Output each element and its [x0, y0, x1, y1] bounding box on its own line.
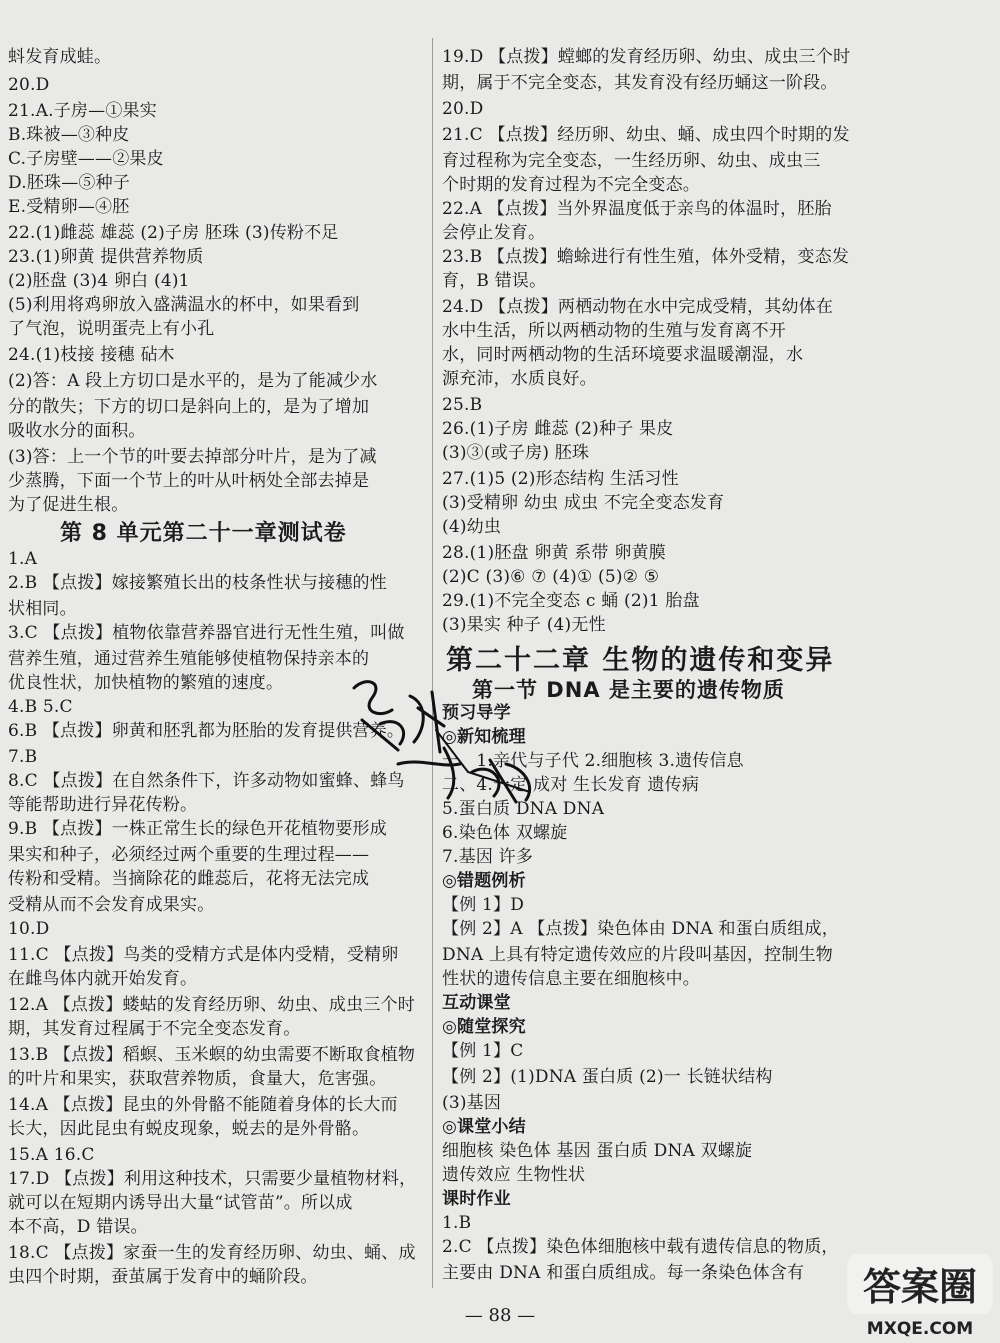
answer-line: 为了促进生根。 — [8, 495, 129, 515]
answer-line: 9.B 【点拨】一株正常生长的绿色开花植物要形成 — [8, 819, 387, 839]
answer-line: 2.C 【点拨】染色体细胞核中载有遗传信息的物质， — [442, 1237, 839, 1257]
answer-line: 14.A 【点拨】昆虫的外骨骼不能随着身体的长大而 — [8, 1095, 398, 1115]
answer-line: 【例 2】A 【点拨】染色体由 DNA 和蛋白质组成， — [442, 919, 839, 939]
answer-line: 13.B 【点拨】稻螟、玉米螟的幼虫需要不断取食植物 — [8, 1045, 416, 1065]
answer-line: 2.B 【点拨】嫁接繁殖长出的枝条性状与接穗的性 — [8, 573, 387, 593]
answer-line: 27.(1)5 (2)形态结构 生活习性 — [442, 469, 679, 489]
unit-test-heading: 第 8 单元第二十一章测试卷 — [60, 521, 347, 546]
answer-line: 1.A — [8, 549, 38, 569]
answer-line: 了气泡，说明蛋壳上有小孔 — [8, 319, 215, 339]
answer-line: 优良性状，加快植物的繁殖的速度。 — [8, 673, 284, 693]
subsection-label: ◎课堂小结 — [442, 1117, 526, 1137]
subsection-label: ◎错题例析 — [442, 871, 526, 891]
answer-line: 12.A 【点拨】蝼蛄的发育经历卵、幼虫、成虫三个时 — [8, 995, 415, 1015]
answer-line: 24.D 【点拨】两栖动物在水中完成受精，其幼体在 — [442, 297, 834, 317]
answer-line: 7.基因 许多 — [442, 847, 534, 867]
answer-line: 11.C 【点拨】鸟类的受精方式是体内受精，受精卵 — [8, 945, 399, 965]
answer-line: 细胞核 染色体 基因 蛋白质 DNA 双螺旋 — [442, 1141, 753, 1161]
answer-line: 20.D — [8, 75, 50, 95]
answer-line: 6.染色体 双螺旋 — [442, 823, 568, 843]
answer-line: 3.C 【点拨】植物依靠营养器官进行无性生殖，叫做 — [8, 623, 405, 643]
answer-line: 遗传效应 生物性状 — [442, 1165, 586, 1185]
answer-line: (5)利用将鸡卵放入盛满温水的杯中，如果看到 — [8, 295, 360, 315]
answer-line: 20.D — [442, 99, 484, 119]
logo-url: MXQE.COM — [866, 1319, 974, 1339]
answer-line: (3)果实 种子 (4)无性 — [442, 615, 606, 635]
answer-line: D.胚珠—⑤种子 — [8, 173, 131, 193]
answer-line: 18.C 【点拨】家蚕一生的发育经历卵、幼虫、蛹、成 — [8, 1243, 416, 1263]
answer-line: 期，其发育过程属于不完全变态发育。 — [8, 1019, 301, 1039]
answer-line: 22.A 【点拨】当外界温度低于亲鸟的体温时，胚胎 — [442, 199, 832, 219]
subsection-label: ◎随堂探究 — [442, 1017, 526, 1037]
answer-line: 分的散失；下方的切口是斜向上的，是为了增加 — [8, 397, 370, 417]
answer-line: 水，同时两栖动物的生活环境要求温暖潮湿，水 — [442, 345, 804, 365]
answer-line: 水中生活，所以两栖动物的生殖与发育离不开 — [442, 321, 786, 341]
answer-line: 19.D 【点拨】螳螂的发育经历卵、幼虫、成虫三个时 — [442, 47, 851, 67]
answer-line: (2)C (3)⑥ ⑦ (4)① (5)② ⑤ — [442, 567, 660, 587]
subsection-label: 课时作业 — [442, 1189, 511, 1209]
answer-line: 26.(1)子房 雌蕊 (2)种子 果皮 — [442, 419, 674, 439]
answer-line: 1.B — [442, 1213, 472, 1233]
answer-line: 15.A 16.C — [8, 1145, 95, 1165]
answer-line: 状相同。 — [8, 599, 77, 619]
answer-line: C.子房壁——②果皮 — [8, 149, 164, 169]
answer-line: 24.(1)枝接 接穗 砧木 — [8, 345, 175, 365]
answer-line: B.珠被—③种皮 — [8, 125, 130, 145]
answer-line: 【例 1】C — [442, 1041, 524, 1061]
answer-line: 22.(1)雌蕊 雄蕊 (2)子房 胚珠 (3)传粉不足 — [8, 223, 339, 243]
answer-line: 6.B 【点拨】卵黄和胚乳都为胚胎的发育提供营养。 — [8, 721, 405, 741]
answer-line: (3)③(或子房) 胚珠 — [442, 443, 590, 463]
answer-line: DNA 上具有特定遗传效应的片段叫基因，控制生物 — [442, 945, 833, 965]
answer-line: 8.C 【点拨】在自然条件下，许多动物如蜜蜂、蜂鸟 — [8, 771, 405, 791]
answer-line: 21.A.子房—①果实 — [8, 101, 157, 121]
answer-line: 21.C 【点拨】经历卵、幼虫、蛹、成虫四个时期的发 — [442, 125, 850, 145]
answer-line: 少蒸腾，下面一个节上的叶从叶柄处全部去掉是 — [8, 471, 370, 491]
answer-line: 蚪发育成蛙。 — [8, 47, 112, 67]
answer-line: 4.B 5.C — [8, 697, 73, 717]
answer-line: 【例 2】(1)DNA 蛋白质 (2)一 长链状结构 — [442, 1067, 773, 1087]
answer-line: 等能帮助进行异花传粉。 — [8, 795, 198, 815]
answer-site-logo — [845, 1248, 995, 1340]
logo-text: 答案圈 — [862, 1265, 978, 1309]
answer-line: 本不高，D 错误。 — [8, 1217, 148, 1237]
answer-line: 的叶片和果实，获取营养物质，食量大，危害强。 — [8, 1069, 387, 1089]
answer-line: 10.D — [8, 919, 50, 939]
answer-line: 期，属于不完全变态，其发育没有经历蛹这一阶段。 — [442, 73, 838, 93]
answer-line: 传粉和受精。当摘除花的雌蕊后，花将无法完成 — [8, 869, 370, 889]
answer-line: 源充沛，水质良好。 — [442, 369, 597, 389]
answer-line: 虫四个时期，蚕茧属于发育中的蛹阶段。 — [8, 1267, 318, 1287]
answer-line: 一、1.亲代与子代 2.细胞核 3.遗传信息 — [442, 751, 744, 771]
answer-line: (2)答：A 段上方切口是水平的，是为了能减少水 — [8, 371, 378, 391]
answer-line: 23.B 【点拨】蟾蜍进行有性生殖，体外受精，变态发 — [442, 247, 850, 267]
answer-line: (4)幼虫 — [442, 517, 502, 537]
answer-line: 25.B — [442, 395, 483, 415]
page-number: — 88 — — [464, 1305, 536, 1326]
answer-line: 二、4.一定 成对 生长发育 遗传病 — [442, 775, 700, 795]
section-heading: 第一节 DNA 是主要的遗传物质 — [472, 678, 785, 702]
answer-line: 育过程称为完全变态，一生经历卵、幼虫、成虫三 — [442, 151, 821, 171]
answer-line: 7.B — [8, 747, 38, 767]
answer-line: 【例 1】D — [442, 895, 525, 915]
answer-line: 主要由 DNA 和蛋白质组成。每一条染色体含有 — [442, 1263, 805, 1283]
answer-line: (3)答：上一个节的叶要去掉部分叶片，是为了减 — [8, 447, 377, 467]
answer-line: 28.(1)胚盘 卵黄 系带 卵黄膜 — [442, 543, 666, 563]
column-divider — [432, 38, 433, 1288]
answer-line: 受精从而不会发育成果实。 — [8, 895, 215, 915]
answer-line: 29.(1)不完全变态 c 蛹 (2)1 胎盘 — [442, 591, 700, 611]
answer-line: 果实和种子，必须经过两个重要的生理过程—— — [8, 845, 370, 865]
answer-line: 就可以在短期内诱导出大量“试管苗”。所以成 — [8, 1193, 353, 1213]
answer-line: 吸收水分的面积。 — [8, 421, 146, 441]
answer-line: 个时期的发育过程为不完全变态。 — [442, 175, 700, 195]
answer-line: (3)受精卵 幼虫 成虫 不完全变态发育 — [442, 493, 725, 513]
answer-line: 育，B 错误。 — [442, 271, 547, 291]
chapter-heading: 第二十二章 生物的遗传和变异 — [446, 645, 835, 676]
answer-line: (3)基因 — [442, 1093, 502, 1113]
answer-line: 23.(1)卵黄 提供营养物质 — [8, 247, 204, 267]
answer-line: 在雌鸟体内就开始发育。 — [8, 969, 198, 989]
answer-line: 营养生殖，通过营养生殖能够使植物保持亲本的 — [8, 649, 370, 669]
subsection-label: 互动课堂 — [442, 993, 511, 1013]
subsection-label: 预习导学 — [442, 703, 511, 723]
answer-line: 性状的遗传信息主要在细胞核中。 — [442, 969, 700, 989]
subsection-label: ◎新知梳理 — [442, 727, 526, 747]
answer-line: 17.D 【点拨】利用这种技术，只需要少量植物材料， — [8, 1169, 417, 1189]
answer-line: (2)胚盘 (3)4 卵白 (4)1 — [8, 271, 190, 291]
answer-line: 5.蛋白质 DNA DNA — [442, 799, 605, 819]
answer-line: E.受精卵—④胚 — [8, 197, 130, 217]
answer-line: 长大，因此昆虫有蜕皮现象，蜕去的是外骨骼。 — [8, 1119, 370, 1139]
answer-line: 会停止发育。 — [442, 223, 546, 243]
